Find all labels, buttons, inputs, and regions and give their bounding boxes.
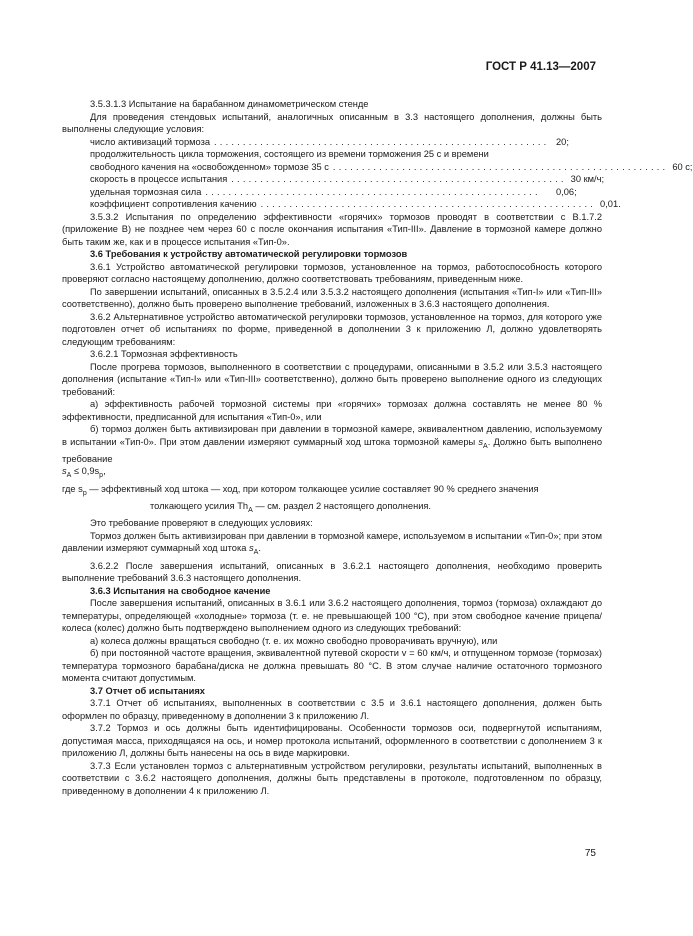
leader-dots: ..........................................................	[332, 161, 669, 172]
paragraph-3-7-1: 3.7.1 Отчет об испытаниях, выполненных в соответствии с 3.5 и 3.6.1 настоящего дополнения, должен быть оформлен по образцу, приведенному в дополнении 3 к приложению Л.	[62, 698, 602, 721]
where-value-sub: A	[248, 506, 253, 514]
formula	[62, 465, 602, 482]
where-key: где s	[62, 483, 83, 494]
condition-value: 0,06;	[556, 186, 577, 197]
where-value: — эффективный ход штока — ход, при котором толкающее усилие составляет 90 % среднего значения	[86, 483, 539, 494]
document-body	[62, 98, 693, 797]
symbol-sub: A	[483, 442, 488, 450]
condition-row	[62, 136, 602, 149]
formula-symbol: s	[62, 466, 67, 477]
symbol-s: s	[478, 436, 484, 447]
paragraph-3-6-1: 3.6.1 Устройство автоматической регулировки тормозов, установленное на тормоз, работоспособность которого проверяют согласно настоящему дополнению, должно соответствовать требованиям, приведенным ниже.	[62, 261, 602, 284]
item-b	[62, 423, 602, 465]
where-key-sub: p	[82, 489, 87, 497]
condition-value: 0,01.	[600, 199, 621, 209]
leader-dots: ..........................................................	[231, 174, 567, 184]
paragraph-3-6-2: 3.6.2 Альтернативное устройство автоматической регулировки тормозов, установленное на тормоз, для которого уже подготовлен отчет об испытаниях по форме, приведенной в дополнении 3 к приложению Л, должно удовлетворять следующим требованиям:	[62, 311, 602, 347]
condition-row	[62, 186, 602, 199]
section-3-6-3-heading: 3.6.3 Испытания на свободное качение	[90, 585, 271, 596]
item-a: а) колеса должны вращаться свободно (т. е. их можно свободно проворачивать вручную), или	[90, 635, 498, 646]
condition-value: 20;	[556, 136, 569, 147]
paragraph-3-6-3: После завершения испытаний, описанных в 3.6.1 или 3.6.2 настоящего дополнения, тормоз (тормоза) охлаждают до температуры, определяющей «холодные» тормоза (т. е. не превышающей 100 °С), при этом свободное качение прицепа/колеса (колес) должно быть подтверждено выполнением одного из следующих требований:	[62, 598, 602, 634]
condition-label: число активизаций тормоза	[90, 136, 211, 147]
leader-dots: ..........................................................	[260, 199, 597, 209]
bench-test-conditions	[62, 136, 693, 211]
cond-end: .	[258, 543, 261, 554]
condition-row	[62, 173, 605, 186]
paragraph-3-6-2-1: После прогрева тормозов, выполненного в соответствии с процедурами, описанными в 3.5.2 или 3.5.3 настоящего дополнения (испытание «Тип-I» или «Тип-III» соответственно), должно быть проверено выполнение одного из следующих требований:	[62, 361, 602, 397]
condition-label: удельная тормозная сила	[90, 186, 202, 197]
condition-row	[62, 161, 693, 174]
condition-label: коэффициент сопротивления качению	[90, 199, 257, 209]
section-3-7-heading: 3.7 Отчет об испытаниях	[90, 685, 205, 696]
condition-row	[62, 198, 621, 211]
page-number: 75	[584, 848, 596, 859]
paragraph-3-7-2: 3.7.2 Тормоз и ось должны быть идентифицированы. Особенности тормозов оси, подвергнутой испытаниям, допустимая масса, приходящаяся на ось, и номер протокола испытаний, оформленного в соответствии с дополнением 3 к приложению Л, должны быть нанесены на ось в виде маркировки.	[62, 723, 602, 759]
condition-label: продолжительность цикла торможения, состоящего из времени торможения 25 с и времени	[90, 149, 489, 159]
item-b-text: б) тормоз должен быть активизирован при давлении в тормозной камере, эквивалентном давлению, используемому в испытании «Тип-0». При этом давлении измеряют суммарный ход штока тормозной камеры	[62, 424, 602, 447]
paragraph-3-6-2-2: 3.6.2.2 После завершения испытаний, описанных в 3.6.2.1 настоящего дополнения, необходимо проверить выполнение требований 3.6.3 настоящего дополнения.	[62, 560, 602, 584]
check-condition-text	[62, 530, 602, 560]
cond-symbol: s	[248, 543, 254, 554]
document-code: ГОСТ Р 41.13—2007	[485, 61, 596, 73]
where-clause-cont	[62, 500, 602, 517]
where-value-cont: толкающего усилия Th	[150, 501, 249, 512]
paragraph-3-7-3: 3.7.3 Если установлен тормоз с альтернативным устройством регулировки, результаты испытаний, выполненных в соответствии с 3.6.2 настоящего дополнения, должны быть представлены в протоколе, подготовленном по образцу, приведенному в дополнении 4 к приложению Л.	[62, 760, 602, 796]
item-b: б) при постоянной частоте вращения, эквивалентной путевой скорости v = 60 км/ч, и отпущенном тормозе (тормозах) температура тормозного барабана/диска не должна превышать 80 °С. В этом случае наличие остаточного тормозного момента считают допустимым.	[62, 648, 602, 684]
check-conditions: Это требование проверяют в следующих условиях:	[90, 518, 313, 529]
formula-sub2: p	[99, 472, 104, 480]
where-value-end: — см. раздел 2 настоящего дополнения.	[252, 501, 432, 512]
formula-mid: ≤ 0,9s	[71, 466, 100, 477]
condition-label: свободного качения на «освобожденном» тормозе 35 с	[90, 161, 329, 172]
cond-sub: A	[253, 549, 259, 557]
formula-sub: A	[66, 472, 72, 480]
condition-value: 60 с;	[672, 161, 693, 172]
formula-end: ,	[103, 466, 106, 477]
leader-dots: ..........................................................	[205, 186, 541, 197]
section-3-5-3-1-3-heading: 3.5.3.1.3 Испытание на барабанном динамометрическом стенде	[90, 99, 369, 109]
paragraph-3-6-2-1-heading: 3.6.2.1 Тормозная эффективность	[90, 349, 238, 359]
condition-label: скорость в процессе испытания	[90, 174, 228, 184]
where-clause	[62, 483, 602, 500]
leader-dots: ..........................................................	[214, 136, 550, 147]
item-b-text-end: . Должно быть выполнено требование	[62, 436, 602, 464]
bench-test-intro: Для проведения стендовых испытаний, аналогичных описанным в 3.3 настоящего дополнения, должны быть выполнены следующие условия:	[62, 111, 602, 134]
item-a: а) эффективность рабочей тормозной системы при «горячих» тормозах должна составлять не менее 80 % эффективности, предписанной для испытания «Тип-0», или	[62, 399, 602, 422]
paragraph-3-5-3-2: 3.5.3.2 Испытания по определению эффективности «горячих» тормозов проводят в соответствии с В.1.7.2 (приложение В) не позднее чем через 60 с после окончания испытания «Тип-III». Давление в тормозной камере должно быть таким же, как и в процессе испытания «Тип-0».	[62, 211, 602, 247]
cond-text: Тормоз должен быть активизирован при давлении в тормозной камере, используемом в испытании «Тип-0»; при этом давлении измеряют суммарный ход штока	[62, 530, 602, 554]
section-3-6-heading: 3.6 Требования к устройству автоматической регулировки тормозов	[90, 249, 408, 259]
condition-value: 30 км/ч;	[570, 174, 605, 184]
paragraph-3-6-1-b: По завершении испытаний, описанных в 3.5.2.4 или 3.5.3.2 настоящего дополнения (испытания «Тип-I» или «Тип-III» соответственно), должно быть проверено выполнение требований, изложенных в 3.6.3 настоящего дополнения.	[62, 286, 602, 309]
